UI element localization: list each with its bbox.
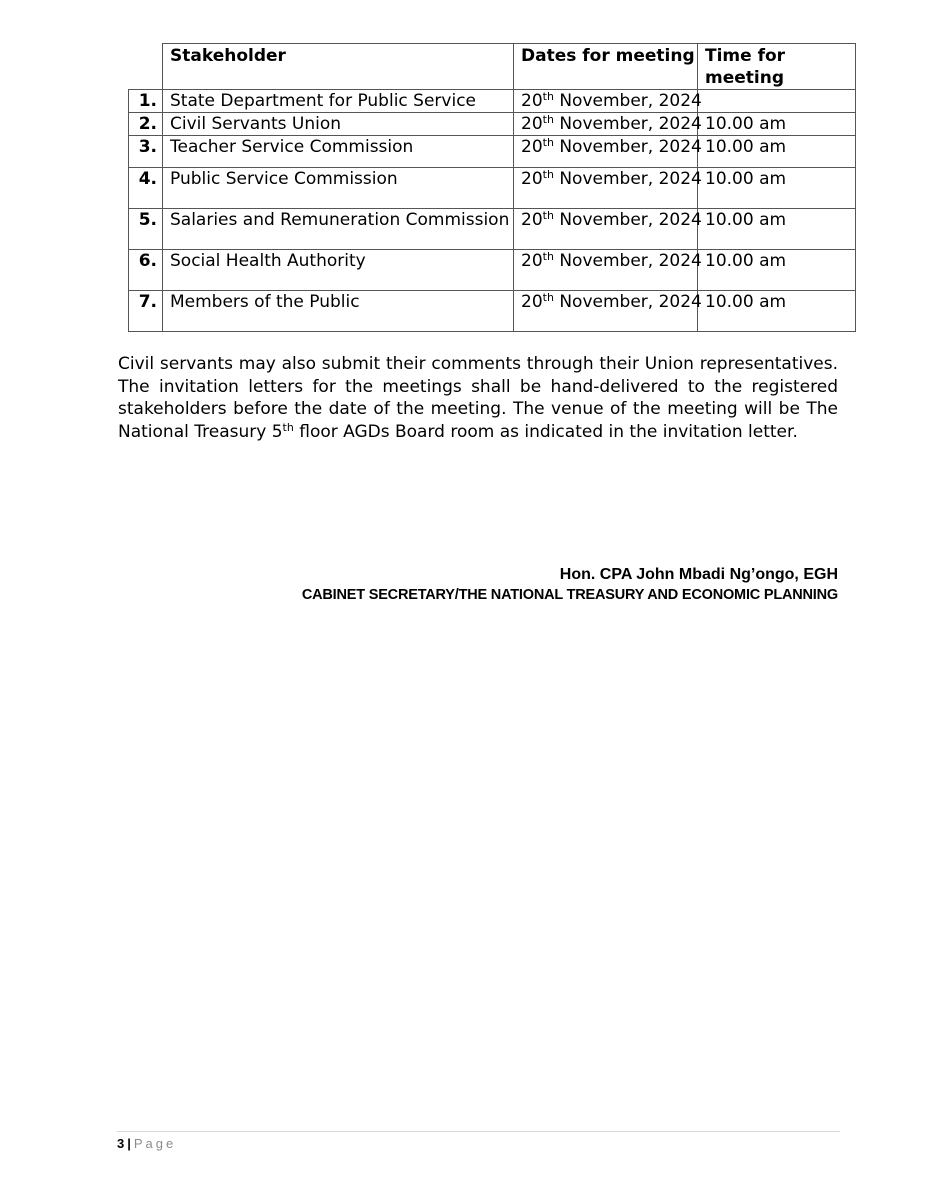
row-number: 3. [129, 136, 163, 168]
row-time: 10.00 am [698, 113, 856, 136]
page-number: 3 [117, 1136, 125, 1151]
footer-separator: | [127, 1136, 131, 1151]
row-stakeholder: Civil Servants Union [163, 113, 514, 136]
header-stakeholder: Stakeholder [163, 44, 514, 90]
row-stakeholder: Teacher Service Commission [163, 136, 514, 168]
row-stakeholder: Salaries and Remuneration Commission [163, 209, 514, 250]
body-paragraph: Civil servants may also submit their comments through their Union representatives. The invitation letters for the meetings shall be hand-delivered to the registered stakeholders before the date of the meeting. The venue of the meeting will be The National Treasury 5th floor AGDs Board room as indicated in the invitation letter. [118, 354, 838, 442]
table-row [129, 209, 856, 250]
row-time: 10.00 am [698, 136, 856, 168]
row-number: 1. [129, 90, 163, 113]
signatory-title: CABINET SECRETARY/THE NATIONAL TREASURY AND ECONOMIC PLANNING [301, 587, 838, 603]
header-dates: Dates for meeting [514, 44, 698, 90]
signature-block [302, 564, 838, 605]
header-time-line2: meeting [705, 68, 784, 88]
row-stakeholder: State Department for Public Service [163, 90, 514, 113]
header-number-cell [129, 44, 163, 90]
page-footer [117, 1136, 176, 1151]
table-row [129, 168, 856, 209]
row-number: 4. [129, 168, 163, 209]
row-number: 6. [129, 250, 163, 291]
row-number: 2. [129, 113, 163, 136]
header-time [698, 44, 856, 90]
row-date: 20th November, 2024 [514, 90, 698, 113]
table-header-row [129, 44, 856, 90]
row-date: 20th November, 2024 [514, 113, 698, 136]
row-date: 20th November, 2024 [514, 291, 698, 332]
table-row [129, 90, 856, 113]
table-row [129, 291, 856, 332]
row-number: 5. [129, 209, 163, 250]
row-number: 7. [129, 291, 163, 332]
row-stakeholder: Social Health Authority [163, 250, 514, 291]
stakeholder-schedule-table [128, 43, 856, 332]
page-label: Page [133, 1136, 177, 1151]
footer-divider [117, 1131, 840, 1132]
table-row [129, 113, 856, 136]
row-time: 10.00 am [698, 291, 856, 332]
row-date: 20th November, 2024 [514, 250, 698, 291]
row-date: 20th November, 2024 [514, 168, 698, 209]
row-date: 20th November, 2024 [514, 136, 698, 168]
row-stakeholder: Members of the Public [163, 291, 514, 332]
signatory-name: Hon. CPA John Mbadi Ng’ongo, EGH [559, 566, 838, 583]
table-row [129, 136, 856, 168]
row-time [698, 90, 856, 113]
row-stakeholder: Public Service Commission [163, 168, 514, 209]
row-time: 10.00 am [698, 250, 856, 291]
row-time: 10.00 am [698, 168, 856, 209]
row-time: 10.00 am [698, 209, 856, 250]
table-row [129, 250, 856, 291]
header-time-line1: Time for [705, 46, 786, 66]
row-date: 20th November, 2024 [514, 209, 698, 250]
